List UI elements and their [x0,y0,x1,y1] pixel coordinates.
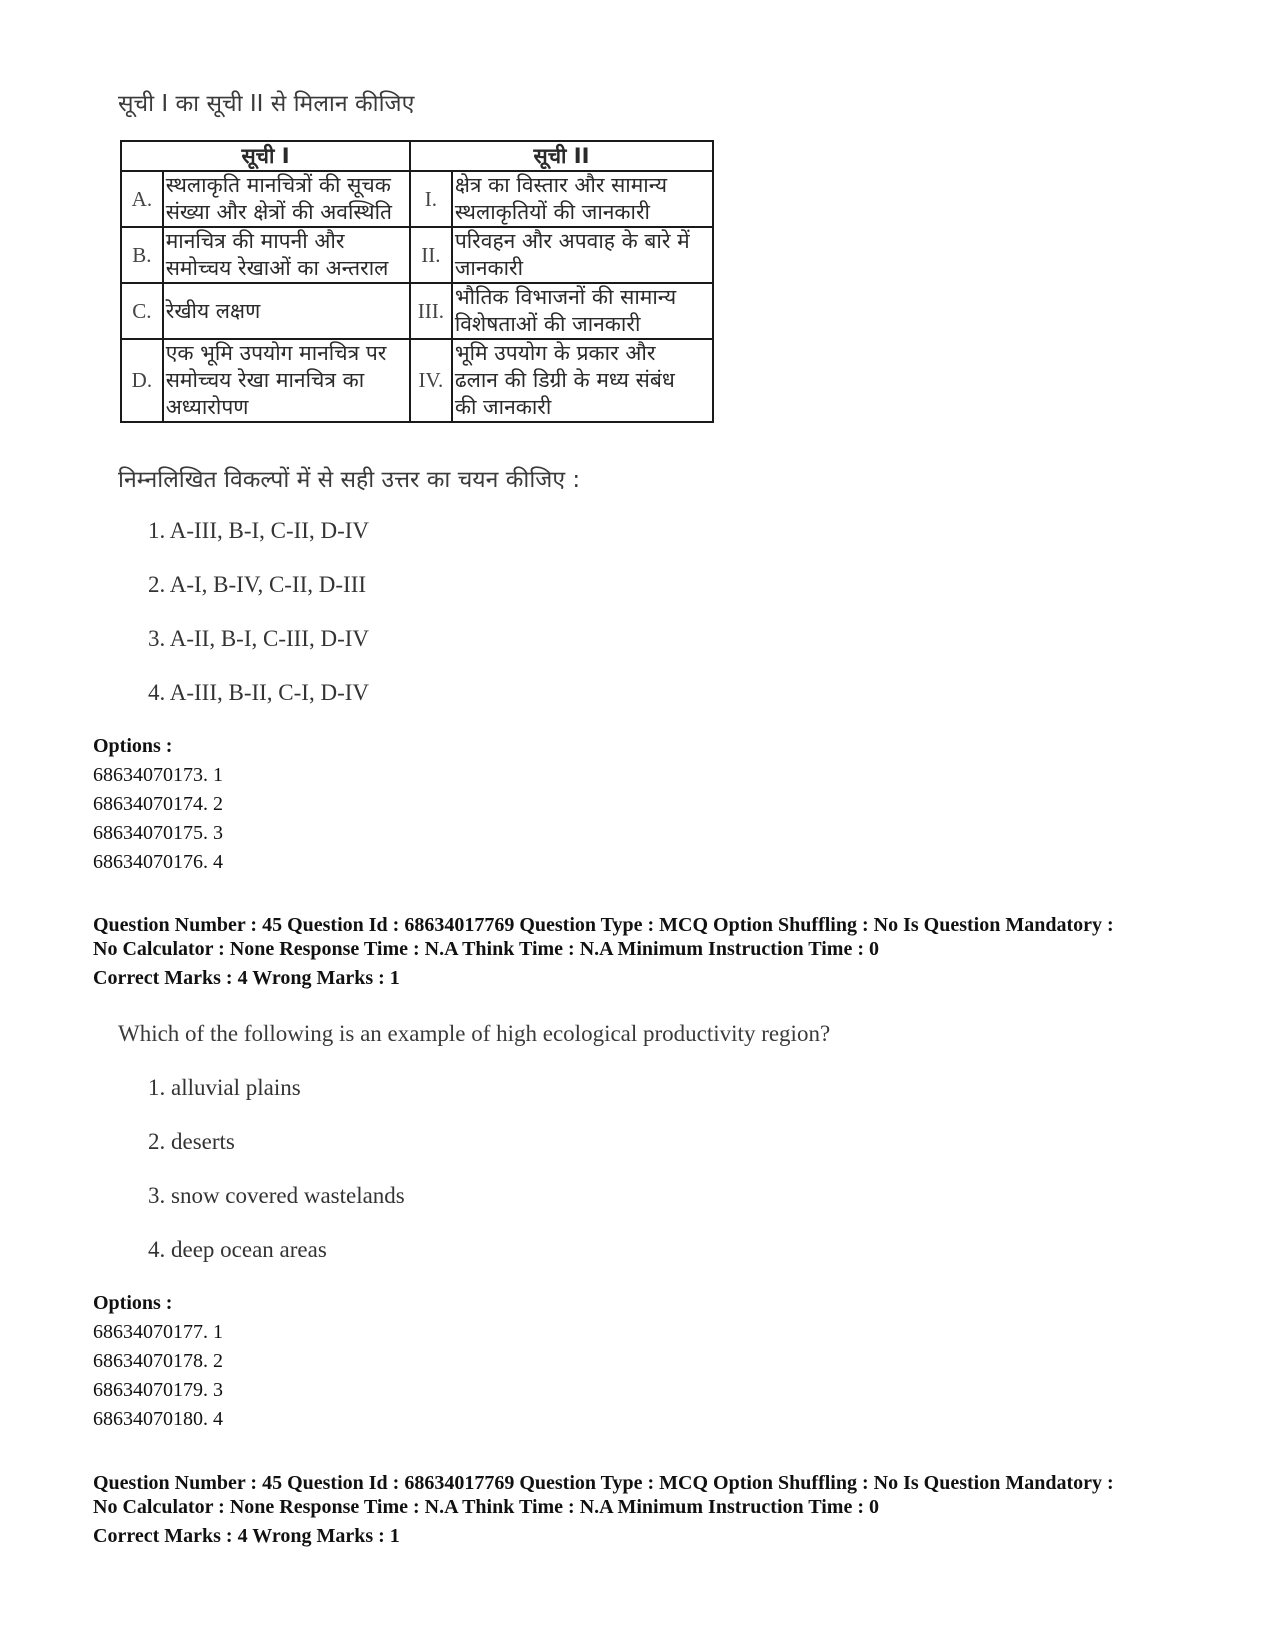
row-letter: C. [121,283,163,339]
question-prompt: सूची I का सूची II से मिलान कीजिए [118,91,415,117]
question-meta-line-1: Question Number : 45 Question Id : 68634017769 Question Type : MCQ Option Shuffling : No Is Question Mandatory : [93,1472,1114,1494]
options-label: Options : [93,1292,173,1314]
cell-line: की जानकारी [454,395,552,419]
list-1-item [163,283,410,339]
list-1-header: सूची I [121,141,410,171]
question-instruction: निम्नलिखित विकल्पों में से सही उत्तर का चयन कीजिए : [118,467,581,493]
cell-line: समोच्चय रेखाओं का अन्तराल [165,256,389,280]
options-label: Options : [93,735,173,757]
question-meta-line-1: Question Number : 45 Question Id : 68634017769 Question Type : MCQ Option Shuffling : No Is Question Mandatory : [93,914,1114,936]
cell-line: एक भूमि उपयोग मानचित्र पर [165,341,387,365]
list-2-item [452,171,713,227]
cell-line: समोच्चय रेखा मानचित्र का [165,368,365,392]
cell-line: परिवहन और अपवाह के बारे में [454,229,690,253]
row-roman: IV. [410,339,452,422]
list-2-header: सूची II [410,141,713,171]
list-2-item [452,283,713,339]
question-meta-line-2: No Calculator : None Response Time : N.A Think Time : N.A Minimum Instruction Time : 0 [93,938,879,960]
option-id: 68634070175. 3 [93,822,223,844]
cell-line: स्थलाकृति मानचित्रों की सूचक [165,173,391,197]
table-header-row [121,141,713,171]
row-roman: I. [410,171,452,227]
cell-line: भौतिक विभाजनों की सामान्य [454,285,677,309]
option-id: 68634070180. 4 [93,1408,223,1430]
answer-choice: 1. alluvial plains [148,1075,301,1100]
table-row [121,283,713,339]
row-letter: A. [121,171,163,227]
answer-choice: 1. A-III, B-I, C-II, D-IV [148,518,369,543]
table-row [121,339,713,422]
option-id: 68634070179. 3 [93,1379,223,1401]
question-meta-line-2: No Calculator : None Response Time : N.A Think Time : N.A Minimum Instruction Time : 0 [93,1496,879,1518]
answer-choice: 4. A-III, B-II, C-I, D-IV [148,680,369,705]
matching-table [120,140,714,423]
list-1-item [163,227,410,283]
cell-line: मानचित्र की मापनी और [165,229,345,253]
option-id: 68634070177. 1 [93,1321,223,1343]
question-marks: Correct Marks : 4 Wrong Marks : 1 [93,967,400,989]
cell-line: विशेषताओं की जानकारी [454,312,641,336]
list-2-item [452,339,713,422]
cell-line: जानकारी [454,256,524,280]
answer-choice: 3. A-II, B-I, C-III, D-IV [148,626,369,651]
option-id: 68634070178. 2 [93,1350,223,1372]
row-roman: II. [410,227,452,283]
cell-line: रेखीय लक्षण [165,298,261,323]
question-marks: Correct Marks : 4 Wrong Marks : 1 [93,1525,400,1547]
table-row [121,171,713,227]
answer-choice: 2. A-I, B-IV, C-II, D-III [148,572,367,597]
row-letter: D. [121,339,163,422]
list-1-item [163,171,410,227]
cell-line: ढलान की डिग्री के मध्य संबंध [454,368,675,392]
cell-line: अध्यारोपण [165,395,249,419]
answer-choice: 3. snow covered wastelands [148,1183,405,1208]
cell-line: भूमि उपयोग के प्रकार और [454,341,656,365]
row-roman: III. [410,283,452,339]
cell-line: क्षेत्र का विस्तार और सामान्य [454,173,668,197]
option-id: 68634070173. 1 [93,764,223,786]
answer-choice: 2. deserts [148,1129,235,1154]
question-prompt: Which of the following is an example of high ecological productivity region? [118,1021,831,1046]
answer-choice: 4. deep ocean areas [148,1237,327,1262]
option-id: 68634070174. 2 [93,793,223,815]
option-id: 68634070176. 4 [93,851,223,873]
cell-line: स्थलाकृतियों की जानकारी [454,200,651,224]
list-1-item [163,339,410,422]
table-row [121,227,713,283]
list-2-item [452,227,713,283]
cell-line: संख्या और क्षेत्रों की अवस्थिति [165,200,392,224]
row-letter: B. [121,227,163,283]
